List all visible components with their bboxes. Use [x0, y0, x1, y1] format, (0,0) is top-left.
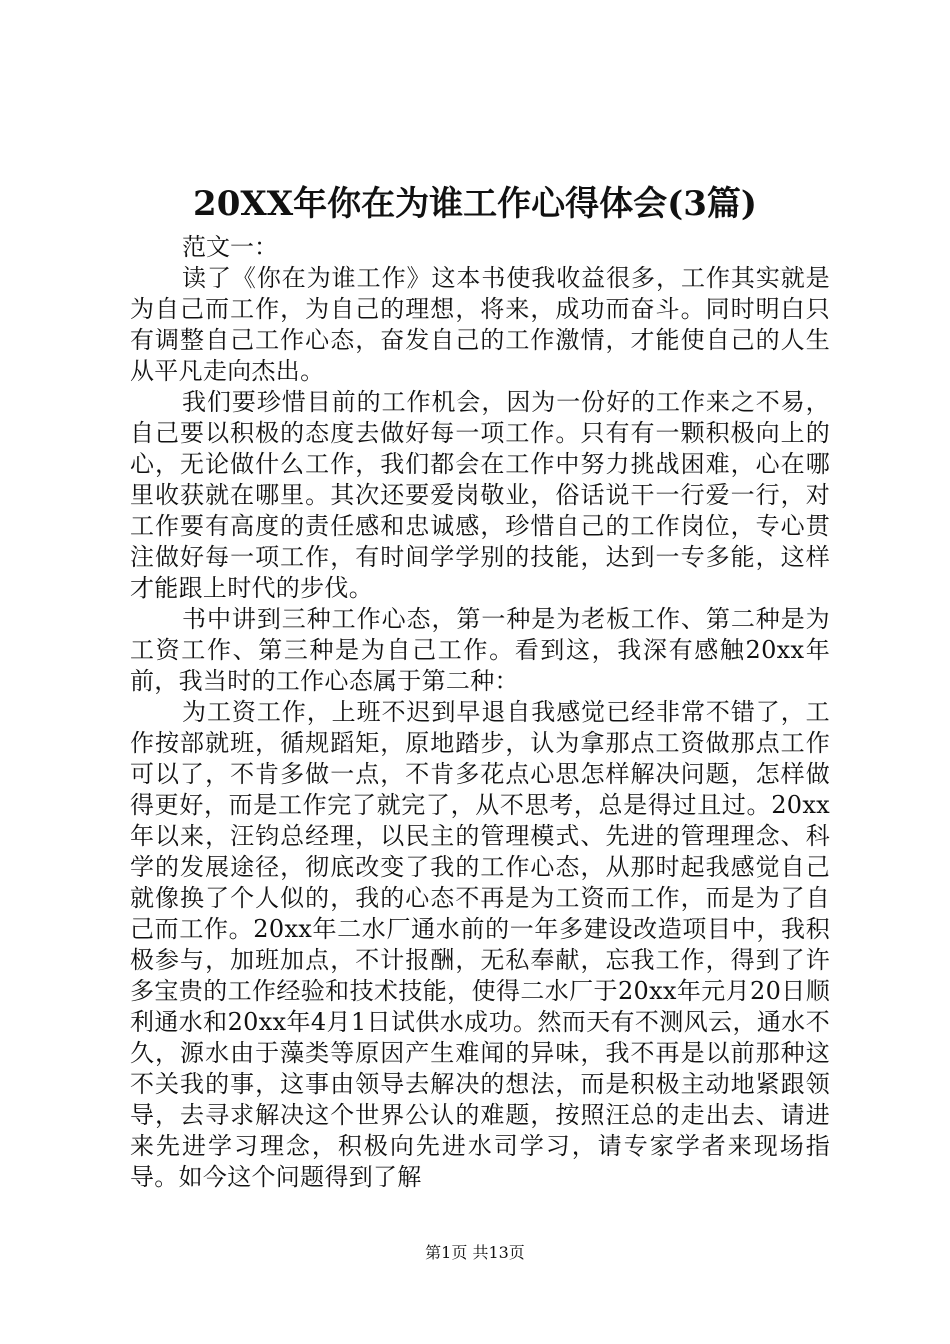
paragraph-2: 我们要珍惜目前的工作机会，因为一份好的工作来之不易，自己要以积极的态度去做好每一项工作。只有有一颗积极向上的心，无论做什么工作，我们都会在工作中努力挑战困难，心在哪里收获就在哪里。其次还要爱岗敬业，俗话说干一行爱一行，对工作要有高度的责任感和忠诚感，珍惜自己的工作岗位，专心贯注做好每一项工作，有时间学学别的技能，达到一专多能，这样才能跟上时代的步伐。	[130, 388, 830, 602]
page-footer: 第1页 共13页	[425, 1243, 525, 1262]
paragraph-1: 读了《你在为谁工作》这本书使我收益很多，工作其实就是为自己而工作，为自己的理想，将来，成功而奋斗。同时明白只有调整自己工作心态，奋发自己的工作激情，才能使自己的人生从平凡走向杰出。	[130, 264, 830, 385]
section-label: 范文一：	[182, 233, 278, 261]
paragraph-3: 书中讲到三种工作心态，第一种是为老板工作、第二种是为工资工作、第三种是为自己工作。看到这，我深有感触20xx年前，我当时的工作心态属于第二种：	[130, 605, 830, 695]
document-title: 20XX年你在为谁工作心得体会(3篇)	[193, 184, 757, 224]
document-body	[130, 232, 830, 1193]
paragraph-4: 为工资工作，上班不迟到早退自我感觉已经非常不错了，工作按部就班，循规蹈矩，原地踏步，认为拿那点工资做那点工作可以了，不肯多做一点，不肯多花点心思怎样解决问题，怎样做得更好，而是工作完了就完了，从不思考，总是得过且过。20xx年以来，汪钧总经理，以民主的管理模式、先进的管理理念、科学的发展途径，彻底改变了我的工作心态，从那时起我感觉自己就像换了个人似的，我的心态不再是为工资而工作，而是为了自己而工作。20xx年二水厂通水前的一年多建设改造项目中，我积极参与，加班加点，不计报酬，无私奉献，忘我工作，得到了许多宝贵的工作经验和技术技能，使得二水厂于20xx年元月20日顺利通水和20xx年4月1日试供水成功。然而天有不测风云，通水不久，源水由于藻类等原因产生难闻的异味，我不再是以前那种这不关我的事，这事由领导去解决的想法，而是积极主动地紧跟领导，去寻求解决这个世界公认的难题，按照汪总的走出去、请进来先进学习理念，积极向先进水司学习，请专家学者来现场指导。如今这个问题得到了解	[130, 698, 830, 1191]
